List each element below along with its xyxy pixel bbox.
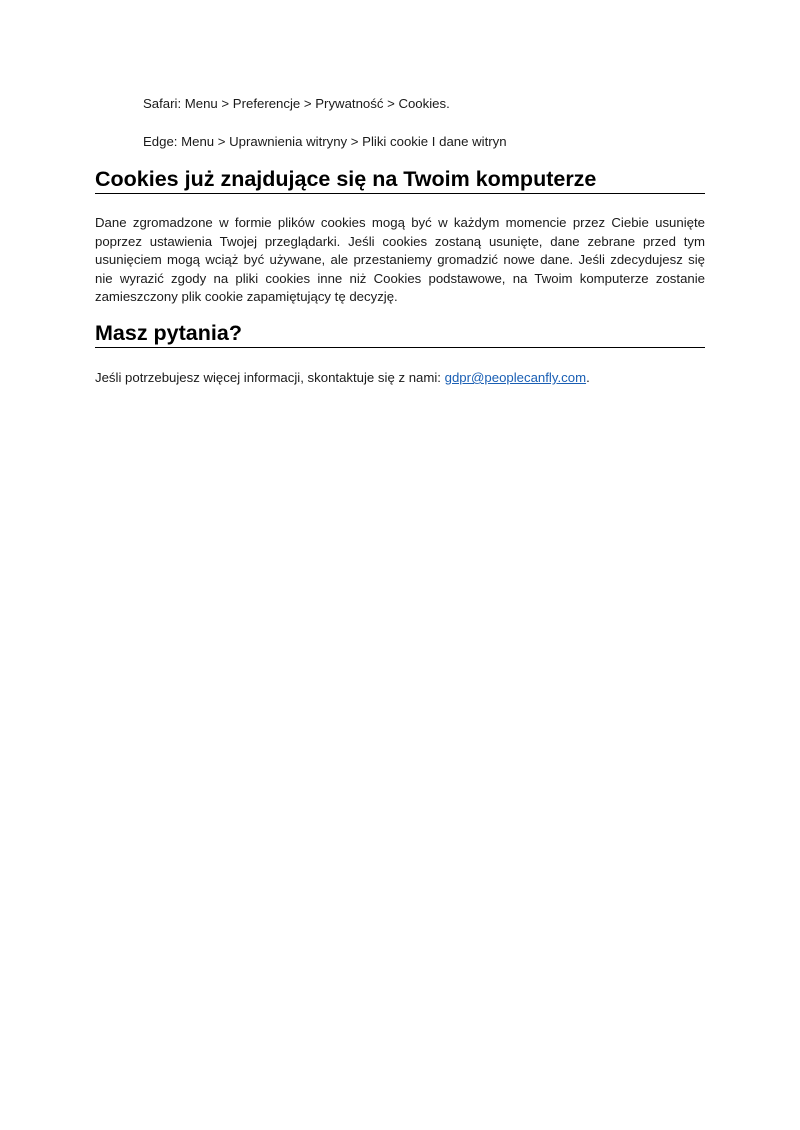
existing-cookies-paragraph: Dane zgromadzone w formie plików cookies mogą być w każdym momencie przez Ciebie usunięte poprzez ustawienia Twojej przeglądarki. Jeśli cookies zostaną usunięte, dane zebrane przed tym usunięciem mogą wciąż być używane, ale przestaniemy gromadzić nowe dane. Jeśli zdecydujesz się nie wyrazić zgody na pliki cookies inne niż Cookies podstawowe, na Twoim komputerze zostanie zamieszczony plik cookie zapamiętujący tę decyzję. [95, 215, 705, 304]
safari-cookie-instructions: Safari: Menu > Preferencje > Prywatność > Cookies. [143, 96, 450, 111]
questions-heading: Masz pytania? [95, 320, 705, 348]
edge-cookie-instructions: Edge: Menu > Uprawnienia witryny > Pliki cookie I dane witryn [143, 134, 507, 149]
contact-text-end: . [586, 370, 590, 385]
contact-text: Jeśli potrzebujesz więcej informacji, skontaktuje się z nami: [95, 370, 445, 385]
contact-paragraph [95, 369, 705, 388]
existing-cookies-heading: Cookies już znajdujące się na Twoim komputerze [95, 166, 705, 194]
contact-email-link[interactable]: gdpr@peoplecanfly.com [444, 370, 587, 385]
